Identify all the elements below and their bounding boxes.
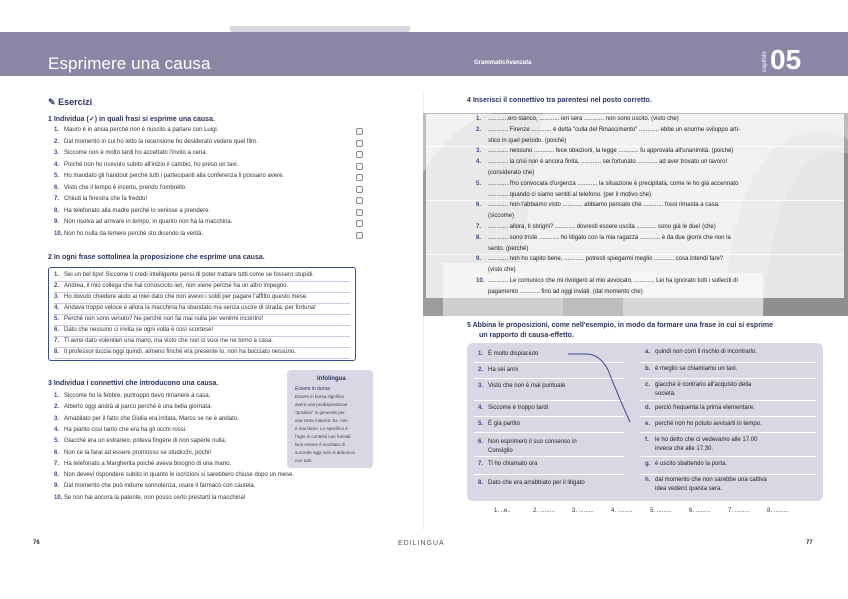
row-separator <box>54 281 350 282</box>
item-number: f. <box>645 437 649 443</box>
answer-checkbox[interactable] <box>356 209 363 216</box>
item-text: Siccome è troppo tardi <box>488 405 549 411</box>
item-number: 2. <box>54 138 60 145</box>
row-separator <box>640 474 816 475</box>
exercise-item <box>54 316 263 322</box>
example-connector-line <box>560 350 640 430</box>
match-left-item[interactable] <box>478 367 518 373</box>
exercise-item <box>476 256 723 262</box>
infolingua-line: avere una predisposizione <box>295 402 348 407</box>
answer-blank[interactable]: 1. ..e.. <box>494 508 511 514</box>
item-number: 1. <box>478 351 484 357</box>
item-text: idea vederci questa sera. <box>655 486 723 492</box>
item-text: stico in quel periodo. (poiché) <box>488 137 567 144</box>
item-number: 2. <box>478 367 484 373</box>
exercise-5-title-cont: un rapporto di causa-effetto. <box>479 332 574 339</box>
item-text: le ho detto che ci vedevamo alle 17.00 <box>655 437 758 443</box>
item-number: 7. <box>54 196 60 202</box>
answer-blank[interactable]: 2. ......... <box>533 508 555 514</box>
exercise-item <box>54 305 316 311</box>
item-text: Ti ho chiamato ora <box>488 461 538 467</box>
item-text: dal momento che non sarebbe una cattiva <box>655 477 767 483</box>
exercise-item <box>54 404 212 410</box>
infolingua-title: Infolingua <box>317 376 346 382</box>
item-number: c. <box>645 382 651 388</box>
exercise-5-title: 5 Abbina le proposizioni, come nell'esempio, in modo da formare una frase in cui si esprime <box>467 322 773 329</box>
item-text: Andrea, il mio collega che hai conosciuto ieri, non viene perché ha un altro impegno. <box>64 283 289 289</box>
match-right-item[interactable] <box>645 405 755 411</box>
item-number: 5. <box>54 316 60 322</box>
item-number: 6. <box>476 202 482 209</box>
item-number: 4. <box>54 305 60 311</box>
exercise-item <box>476 192 651 198</box>
item-text: pagamento ............ fino ad oggi inviati. (dal momento che) <box>488 288 643 295</box>
item-text: È già partito <box>488 421 521 427</box>
item-text: (siccome) <box>488 213 515 220</box>
exercise-item <box>54 483 255 489</box>
exercise-item <box>54 338 273 344</box>
item-number: 3. <box>54 415 60 422</box>
item-text: Perché non sono venuto? Ne perché non fai mai nulla per venirmi incontro! <box>64 316 264 322</box>
exercise-item <box>476 159 727 165</box>
item-text: ............ non ho capito bene, ............ potresti spiegarmi meglio ............ cosa intendi fare? <box>488 256 724 263</box>
infolingua-line: Non essere è scontato di <box>295 442 345 447</box>
item-number: 4. <box>478 405 484 411</box>
exercise-item <box>54 219 232 225</box>
exercise-item <box>476 246 528 252</box>
match-left-item[interactable] <box>478 405 548 411</box>
exercise-item <box>54 461 231 467</box>
item-number: d. <box>645 405 651 411</box>
item-text: Ti avrei dato volentieri una mano, ma visto che non ci vuoi me ne torno a casa. <box>64 338 273 344</box>
exercise-item <box>54 495 245 501</box>
item-text: Dato che era arrabbiato per il litigato <box>488 480 585 486</box>
answer-checkbox[interactable] <box>356 220 363 227</box>
exercise-item <box>54 283 288 289</box>
item-number: 7. <box>476 224 482 230</box>
exercise-item <box>54 231 203 237</box>
item-number: e. <box>645 421 651 427</box>
exercise-item <box>476 213 514 219</box>
exercise-item <box>54 472 294 478</box>
row-separator <box>640 416 816 417</box>
section-title: ✎ Esercizi <box>48 97 93 107</box>
exercise-item <box>476 138 566 144</box>
answer-blank[interactable]: 6. ......... <box>689 508 711 514</box>
match-right-item[interactable] <box>645 382 751 388</box>
row-separator <box>54 314 350 315</box>
match-left-item[interactable] <box>478 448 513 454</box>
row-separator <box>54 358 350 359</box>
item-text: perciò frequenta la prima elementare. <box>655 405 755 411</box>
item-text: Visto che non è mai puntuale <box>488 383 566 389</box>
exercise-item <box>476 181 738 187</box>
item-number: 8. <box>54 349 60 355</box>
exercise-item <box>54 393 210 399</box>
infolingua-line: Essere in borsa significa <box>295 394 344 399</box>
answer-checkbox[interactable] <box>356 186 363 193</box>
row-separator <box>54 292 350 293</box>
item-text: Non ho nulla da temere perché sto dicendo la verità. <box>64 230 204 237</box>
publisher-logo: EDILINGUA <box>398 540 445 547</box>
row-separator <box>640 432 816 433</box>
series-name: GrammaticAvanzata <box>474 60 532 66</box>
answer-checkbox[interactable] <box>356 163 363 170</box>
item-text: Dal momento in cui ho letto la recensione ho desiderato vedere quel film. <box>64 138 258 145</box>
item-text: (visto che) <box>488 267 516 274</box>
item-text: ............ non l'abbiamo visto ............ abbiamo pensato che ............ fossi rimasta a casa. <box>488 202 720 209</box>
row-separator <box>54 347 350 348</box>
exercise-item <box>476 170 534 176</box>
item-text: ............ l'ho convocata d'urgenza ............ la situazione è precipitata, come le ho già accennato <box>488 180 739 187</box>
item-text: ............ Le comunico che mi rivolgerò al mio avvocato, ............ Lei ha ignorato tutti i solleciti di <box>488 278 738 284</box>
item-number: 4. <box>54 161 60 168</box>
item-text: Se non hai ancora la patente, non posso certo prestarti la macchina! <box>64 494 246 501</box>
item-number: 7. <box>54 338 60 344</box>
item-number: 5. <box>476 180 482 187</box>
item-text: Sei un bel tipo! Siccome ti credi intelligente pensi di poter trattare tutti come se fossero stupidi. <box>64 272 315 278</box>
match-left-item[interactable] <box>478 421 520 427</box>
item-text: perché non ho potuto avvisarti in tempo. <box>655 421 762 427</box>
match-right-item[interactable] <box>645 391 676 397</box>
infolingua-line: succede oggi solo si deboncio <box>295 450 356 455</box>
item-number: 8. <box>54 207 60 214</box>
row-separator <box>54 325 350 326</box>
match-right-item[interactable] <box>645 461 727 467</box>
exercise-item <box>54 416 239 422</box>
item-number: 9. <box>54 483 60 490</box>
item-number: 10. <box>476 278 485 284</box>
exercise-item <box>54 196 147 202</box>
infolingua-line: una certa materia. Es. non <box>295 418 348 423</box>
infolingua-subtitle: Essere in borsa <box>295 386 330 392</box>
item-number: 1. <box>54 127 60 133</box>
item-number: 10. <box>54 230 63 237</box>
exercise-item <box>54 185 187 191</box>
item-number: 8. <box>476 234 482 241</box>
page-title: Esprimere una causa <box>48 54 211 73</box>
item-number: 4. <box>476 159 482 166</box>
exercise-item <box>476 278 738 284</box>
item-number: 2. <box>54 404 60 411</box>
item-text: Siccome non è molto tardi ho accettato l'invito a cena. <box>64 150 208 156</box>
match-left-item[interactable] <box>478 480 585 486</box>
item-number: g. <box>645 461 651 467</box>
item-text: è uscito sbattendo la porta. <box>655 461 728 467</box>
chapter-number: 05 <box>770 44 802 75</box>
item-number: 9. <box>476 256 482 263</box>
item-number: b. <box>645 366 651 372</box>
exercise-4-title: 4 Inserisci il connettivo tra parentesi nel posto corretto. <box>467 97 652 104</box>
item-number: 1. <box>54 393 60 399</box>
row-separator <box>640 362 816 363</box>
item-text: Non ce la farai ad essere promosso se studicchi, pochi! <box>64 449 212 456</box>
exercise-item <box>54 173 284 179</box>
answer-checkbox[interactable] <box>356 140 363 147</box>
item-text: Ha sei anni <box>488 367 519 373</box>
item-text: Non esprimerò il suo consenso in <box>488 439 577 445</box>
item-text: Dato che nessuno ci invita se ogni volta è così scortese! <box>64 327 214 333</box>
item-number: 3. <box>54 294 60 300</box>
item-text: Alberto oggi andrà al parco perché è una bella giornata. <box>64 404 213 411</box>
match-right-item[interactable] <box>645 486 722 492</box>
item-number: 5. <box>54 173 60 179</box>
item-number: 5. <box>478 421 484 427</box>
row-separator <box>640 378 816 379</box>
exercise-item <box>476 127 740 133</box>
answer-blank[interactable]: 7. ......... <box>728 508 750 514</box>
exercise-item <box>54 327 213 333</box>
item-number: 2. <box>476 126 482 133</box>
item-text: Mauro è in ansia perché non è riuscito a parlare con Luigi. <box>64 127 219 133</box>
item-text: società. <box>655 391 676 397</box>
row-separator <box>640 400 816 401</box>
item-text: Il professor tuccia oggi quindi, almeno finché era presente lo, non ha bocciato nessuno. <box>64 349 296 355</box>
row-separator <box>474 432 624 433</box>
item-number: 7. <box>478 461 484 467</box>
match-right-item[interactable] <box>645 437 757 443</box>
row-separator <box>474 474 624 475</box>
item-text: è meglio se chiamiamo un taxi. <box>655 366 738 372</box>
exercise-item <box>54 208 210 214</box>
item-number: 10. <box>54 494 63 501</box>
pencil-icon: ✎ <box>48 97 56 107</box>
item-number: 1. <box>476 116 482 122</box>
item-number: 3. <box>54 150 60 156</box>
item-text: Giacché era un estraneo, poteva fingere di non saperle nulla. <box>64 438 227 445</box>
match-right-item[interactable] <box>645 366 737 372</box>
answer-checkbox[interactable] <box>356 232 363 239</box>
item-number: 1. <box>54 272 60 278</box>
answer-blank[interactable]: 4. ......... <box>611 508 633 514</box>
item-number: 2. <box>54 283 60 289</box>
item-text: Siccome ho la febbre, purtroppo devo rimanere a casa. <box>64 393 211 399</box>
item-text: ............ allora, ti sbrighi? ............ dovresti essere uscita ............ sono già le due! (che) <box>488 224 716 230</box>
item-text: Consiglio <box>488 448 513 454</box>
exercise-item <box>476 202 720 208</box>
item-text: ............ quando ci siamo sentiti al telefono. (per il motivo che) <box>488 191 652 198</box>
item-text: Dal momento che può indurre sonnolenza, usare il farmaco con cautela. <box>64 483 256 490</box>
exercise-3-title: 3 Individua i connettivi che introducono una causa. <box>48 380 219 387</box>
exercise-item <box>54 139 258 145</box>
item-number: 3. <box>476 148 482 155</box>
item-text: Ho dovuto chiedere aiuto ai miei dato che non avevo i soldi per pagare l'affitto questo mese. <box>64 294 308 300</box>
item-text: ............ nessuno ............ fece obiezioni, la legge ............ fu approvata all'unanimità. (poiché) <box>488 148 734 155</box>
item-text: invece che alle 17.30. <box>655 446 714 452</box>
item-text: È molto dispiaciuto <box>488 351 539 357</box>
item-text: giacché è contrario all'acquisto della <box>655 382 752 388</box>
item-number: 6. <box>478 439 484 445</box>
match-left-item[interactable] <box>478 351 538 357</box>
item-text: Ha telefonato a Margherita poiché aveva bisogno di una mano. <box>64 460 232 467</box>
item-text: Amabilato per il fatto che Giulia era irritata, Marco se ne è andato. <box>64 415 239 422</box>
item-text: Chiudi la finestra che fa freddo! <box>64 196 148 202</box>
exercise-item <box>476 148 733 154</box>
infolingua-line: non tutti. <box>295 458 313 463</box>
infolingua-box <box>287 370 373 468</box>
row-separator <box>54 336 350 337</box>
item-number: 8. <box>478 480 484 486</box>
item-text: sento. (perché) <box>488 245 529 252</box>
item-number: 6. <box>54 327 60 333</box>
item-number: 6. <box>54 449 60 456</box>
exercise-1-title: 1 Individua (✓) in quali frasi si esprime una causa. <box>48 116 215 123</box>
page-number-left: 76 <box>33 540 40 546</box>
item-text: ............ Firenze ............ è detta "culla del Rinascimento" ............ ebbe un enorme sviluppo arti- <box>488 126 741 133</box>
answer-blank[interactable]: 8. ......... <box>767 508 789 514</box>
item-text: Ho mandato gli handout perché tutti i partecipanti alla conferenza li possano avere. <box>64 173 285 179</box>
answer-blank[interactable]: 3. ......... <box>572 508 594 514</box>
row-separator <box>54 303 350 304</box>
exercise-item <box>54 162 238 168</box>
match-right-item[interactable] <box>645 477 767 483</box>
answer-blank[interactable]: 5. ......... <box>650 508 672 514</box>
match-right-item[interactable] <box>645 421 762 427</box>
exercise-item <box>476 267 516 273</box>
exercise-2-title: 2 In ogni frase sottolinea la proposizione che esprime una causa. <box>48 254 265 261</box>
exercise-item <box>476 116 679 122</box>
exercise-item <box>476 235 731 241</box>
exercise-item <box>476 289 643 295</box>
page-number-right: 77 <box>806 540 813 546</box>
infolingua-line: è mai facile. Lo specifico è <box>295 426 348 431</box>
answer-checkbox[interactable] <box>356 197 363 204</box>
item-text: Non devevi rispondere subito in quanto le iscrizioni si sarebbero chiuse dopo un mese. <box>64 472 295 479</box>
item-number: 8. <box>54 472 60 479</box>
chapter-label: capitolo <box>762 51 768 72</box>
item-text: Ha telefonato alla madre perché lo venisse a prendere. <box>64 207 211 214</box>
answer-checkbox[interactable] <box>356 174 363 181</box>
item-number: 5. <box>54 438 60 445</box>
item-number: h. <box>645 477 651 483</box>
infolingua-line: "positiva" in generale per <box>295 410 345 415</box>
item-number: 6. <box>54 184 60 191</box>
match-left-item[interactable] <box>478 439 577 445</box>
item-text: (considerato che) <box>488 170 535 176</box>
item-text: ............ la crisi non è ancora finita, ............ sei fortunato ............ ad aver trovato un lavoro! <box>488 159 728 166</box>
match-left-item[interactable] <box>478 383 565 389</box>
item-text: Andava troppo veloce e allora la macchina ha sbandato ma senza uscire di strada, per fortuna! <box>64 305 316 311</box>
item-text: Poiché non ho ricevuto subito all'inizio il cambio, ho preso un taxi. <box>64 161 239 168</box>
exercise-item <box>54 450 211 456</box>
exercise-item <box>54 349 296 355</box>
item-text: quindi non corri il rischio di incontrarlo. <box>655 349 758 355</box>
item-text: ............ sono triste ............ ho litigato con la mia ragazza ............ è da due giorni che non la <box>488 234 731 241</box>
match-right-item[interactable] <box>645 446 713 452</box>
row-separator <box>640 456 816 457</box>
item-number: 7. <box>54 460 60 467</box>
answer-checkbox[interactable] <box>356 128 363 135</box>
exercise-item <box>54 438 226 444</box>
exercise-item <box>54 294 308 300</box>
item-number: a. <box>645 349 651 355</box>
item-text: ............ero stanco, ............ ieri sera ............ non sono uscito. (visto che) <box>488 116 679 122</box>
row-separator <box>474 456 624 457</box>
item-number: 4. <box>54 426 60 433</box>
answer-checkbox[interactable] <box>356 151 363 158</box>
item-text: Non risolva ad arrivare in tempo, in quanto non ha la macchina. <box>64 219 233 225</box>
exercise-item <box>54 272 314 278</box>
exercise-item <box>54 127 218 133</box>
match-right-item[interactable] <box>645 349 757 355</box>
exercise-item <box>476 224 716 230</box>
match-left-item[interactable] <box>478 461 537 467</box>
infolingua-line: l'ogni in contesti non formali. <box>295 434 352 439</box>
item-text: Visto che il tempo è incerto, prendo l'ombrello. <box>64 184 187 191</box>
item-text: Ha pianto così tanto che era ha gli occhi rossi. <box>64 426 187 433</box>
item-number: 9. <box>54 219 60 225</box>
exercise-item <box>54 150 207 156</box>
exercise-item <box>54 427 187 433</box>
item-number: 3. <box>478 383 484 389</box>
